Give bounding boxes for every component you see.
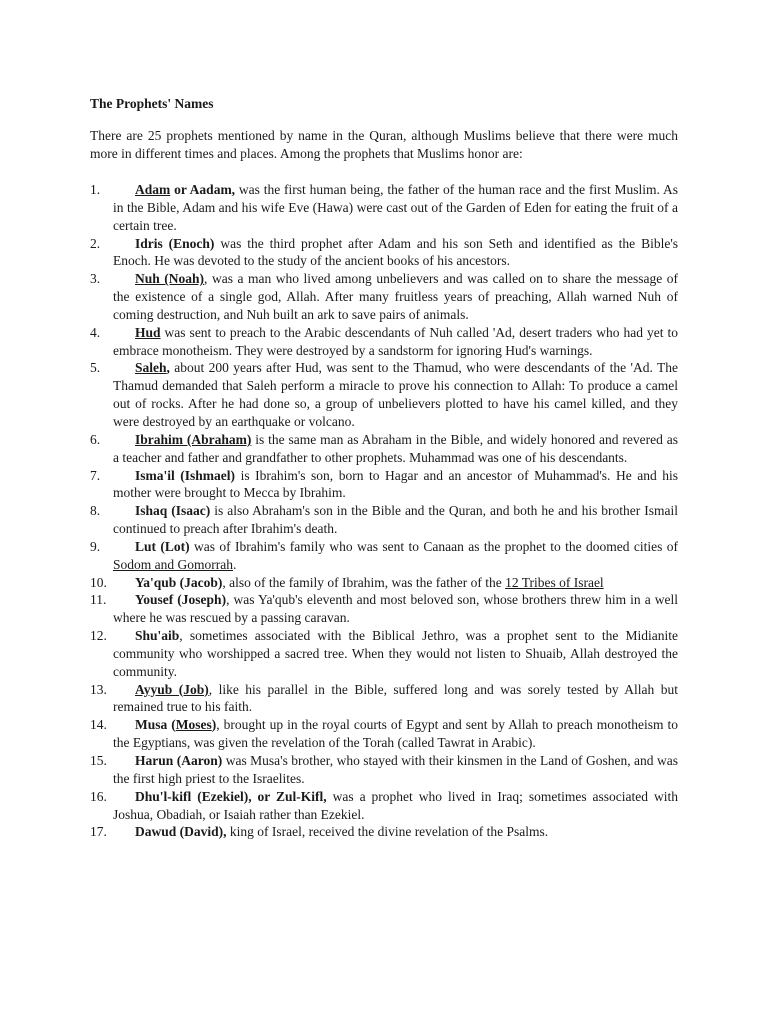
item-text bbox=[113, 467, 678, 503]
list-item bbox=[90, 788, 678, 824]
list-item bbox=[90, 591, 678, 627]
item-text bbox=[113, 788, 678, 824]
item-number: 11. bbox=[90, 592, 107, 608]
description-text: is also Abraham's son in the Bible and the Quran, and both he and his brother Ismail continued to preach after Ibrahim's death. bbox=[113, 503, 678, 537]
item-text bbox=[113, 359, 678, 430]
item-number: 7. bbox=[90, 467, 101, 483]
description-text: was of Ibrahim's family who was sent to Canaan as the prophet to the doomed cities of bbox=[189, 538, 678, 554]
description-text: is Ibrahim's son, born to Hagar and an ancestor of Muhammad's. He and his mother were brought to Mecca by Ibrahim. bbox=[113, 467, 678, 501]
prophet-name: , bbox=[166, 360, 170, 376]
list-item bbox=[90, 823, 678, 841]
prophet-name: Ishaq (Isaac) bbox=[135, 503, 211, 519]
item-text bbox=[113, 502, 678, 538]
list-item bbox=[90, 716, 678, 752]
prophet-name: Ya'qub (Jacob) bbox=[135, 574, 223, 590]
item-text bbox=[113, 538, 678, 574]
item-text bbox=[113, 752, 678, 788]
item-number: 15. bbox=[90, 753, 107, 768]
linked-term[interactable]: Sodom and Gomorrah bbox=[113, 556, 233, 572]
item-text bbox=[113, 591, 678, 627]
description-text: , like his parallel in the Bible, suffered long and was sorely tested by Allah but remained true to his faith. bbox=[113, 681, 678, 715]
item-number: 10. bbox=[90, 574, 107, 590]
prophet-name: Isma'il (Ishmael) bbox=[135, 467, 236, 483]
prophet-list bbox=[90, 181, 678, 841]
list-item bbox=[90, 359, 678, 430]
description-text: , brought up in the royal courts of Egypt and sent by Allah to preach monotheism to the Egyptians, was given the revelation of the Torah (called Tawrat in Arabic). bbox=[113, 717, 679, 751]
item-text bbox=[113, 574, 678, 592]
description-text: is the same man as Abraham in the Bible, and widely honored and revered as a teacher and father and grandfather to other prophets. Muhammad was one of his descendants. bbox=[113, 431, 678, 465]
list-item bbox=[90, 627, 678, 681]
prophet-name: Idris (Enoch) bbox=[135, 235, 215, 251]
description-text: , also of the family of Ibrahim, was the father of the bbox=[222, 574, 506, 590]
description-text: was the third prophet after Adam and his son Seth and identified as the Bible's Enoch. He was devoted to the study of the ancient books of his ancestors. bbox=[113, 235, 679, 269]
item-number: 13. bbox=[90, 681, 107, 697]
prophet-name: Dawud (David), bbox=[135, 824, 227, 840]
prophet-name: Dhu'l-kifl (Ezekiel), or Zul-Kifl, bbox=[135, 788, 327, 804]
prophet-name: or Aadam, bbox=[170, 182, 236, 197]
linked-term[interactable]: Moses bbox=[175, 717, 212, 733]
item-text bbox=[113, 627, 678, 681]
list-item bbox=[90, 538, 678, 574]
list-item bbox=[90, 431, 678, 467]
item-number: 17. bbox=[90, 824, 107, 840]
item-number: 16. bbox=[90, 788, 107, 804]
list-item bbox=[90, 270, 678, 324]
document-page bbox=[90, 95, 678, 841]
list-item bbox=[90, 235, 678, 271]
item-number: 12. bbox=[90, 628, 107, 644]
list-item bbox=[90, 324, 678, 360]
item-text bbox=[113, 181, 678, 235]
description-text: , was Ya'qub's eleventh and most beloved son, whose brothers threw him in a well where he was rescued by a passing caravan. bbox=[113, 592, 678, 626]
list-item bbox=[90, 681, 678, 717]
linked-term[interactable]: Ibrahim (Abraham) bbox=[135, 431, 252, 447]
item-number: 3. bbox=[90, 271, 101, 287]
list-item bbox=[90, 502, 678, 538]
prophet-name: Lut (Lot) bbox=[135, 538, 190, 554]
description-text: was Musa's brother, who stayed with their kinsmen in the Land of Goshen, and was the first high priest to the Israelites. bbox=[113, 753, 678, 786]
description-text: king of Israel, received the divine revelation of the Psalms. bbox=[226, 824, 549, 840]
item-number: 6. bbox=[90, 431, 101, 447]
description-text: was the first human being, the father of the human race and the first Muslim. As in the Bible, Adam and his wife Eve (Hawa) were cast out of the Garden of Eden for eating the fruit of a certain tree. bbox=[113, 182, 678, 233]
description-text: , sometimes associated with the Biblical Jethro, was a prophet sent to the Midianite community who worshipped a sacred tree. When they would not listen to Shuaib, Allah destroyed the community. bbox=[113, 628, 678, 679]
list-item bbox=[90, 467, 678, 503]
description-text: , was a man who lived among unbelievers and was called on to share the message of the existence of a single god, Allah. After many fruitless years of preaching, Allah warned Nuh of coming destruction, and Nuh built an ark to save pairs of animals. bbox=[113, 271, 678, 322]
item-text bbox=[113, 270, 678, 324]
linked-term[interactable]: 12 Tribes of Israel bbox=[505, 574, 604, 590]
item-number: 5. bbox=[90, 360, 101, 376]
linked-term[interactable]: Hud bbox=[135, 324, 161, 340]
linked-term[interactable]: Nuh (Noah) bbox=[135, 271, 205, 287]
intro-paragraph: There are 25 prophets mentioned by name in the Quran, although Muslims believe that there were much more in different times and places. Among the prophets that Muslims honor are: bbox=[90, 128, 678, 161]
linked-term[interactable]: Saleh bbox=[135, 360, 167, 376]
list-item bbox=[90, 574, 678, 592]
description-text: . bbox=[232, 556, 237, 572]
linked-term[interactable]: Ayyub (Job) bbox=[135, 681, 209, 697]
prophet-name: Musa ( bbox=[135, 717, 176, 733]
item-text bbox=[113, 681, 678, 717]
description-text: was a prophet who lived in Iraq; sometimes associated with Joshua, Obadiah, or Isaiah rather than Ezekiel. bbox=[113, 788, 678, 822]
item-number: 8. bbox=[90, 503, 101, 519]
description-text: about 200 years after Hud, was sent to the Thamud, who were descendants of the 'Ad. The Thamud demanded that Saleh perform a miracle to prove his connection to Allah: To produce a camel out of rocks. After he had done so, a group of unbelievers plotted to have his camel killed, and they were destroyed by an earthquake or volcano. bbox=[113, 360, 678, 429]
prophet-name: ) bbox=[211, 717, 217, 733]
prophet-name: Harun (Aaron) bbox=[135, 753, 223, 768]
list-item bbox=[90, 752, 678, 788]
item-text bbox=[113, 716, 678, 752]
list-item bbox=[90, 181, 678, 235]
description-text: was sent to preach to the Arabic descendants of Nuh called 'Ad, desert traders who had yet to embrace monotheism. They were destroyed by a sandstorm for ignoring Hud's warnings. bbox=[113, 324, 678, 358]
document-title: The Prophets' Names bbox=[90, 96, 214, 111]
linked-term[interactable]: Adam bbox=[135, 182, 171, 197]
item-text bbox=[113, 431, 678, 467]
item-number: 4. bbox=[90, 324, 101, 340]
prophet-name: Shu'aib bbox=[135, 628, 180, 644]
item-number: 9. bbox=[90, 538, 101, 554]
item-number: 1. bbox=[90, 182, 101, 197]
item-text bbox=[113, 823, 678, 841]
item-number: 2. bbox=[90, 235, 101, 251]
item-number: 14. bbox=[90, 717, 107, 733]
prophet-name: Yousef (Joseph) bbox=[135, 592, 227, 608]
item-text bbox=[113, 324, 678, 360]
item-text bbox=[113, 235, 678, 271]
